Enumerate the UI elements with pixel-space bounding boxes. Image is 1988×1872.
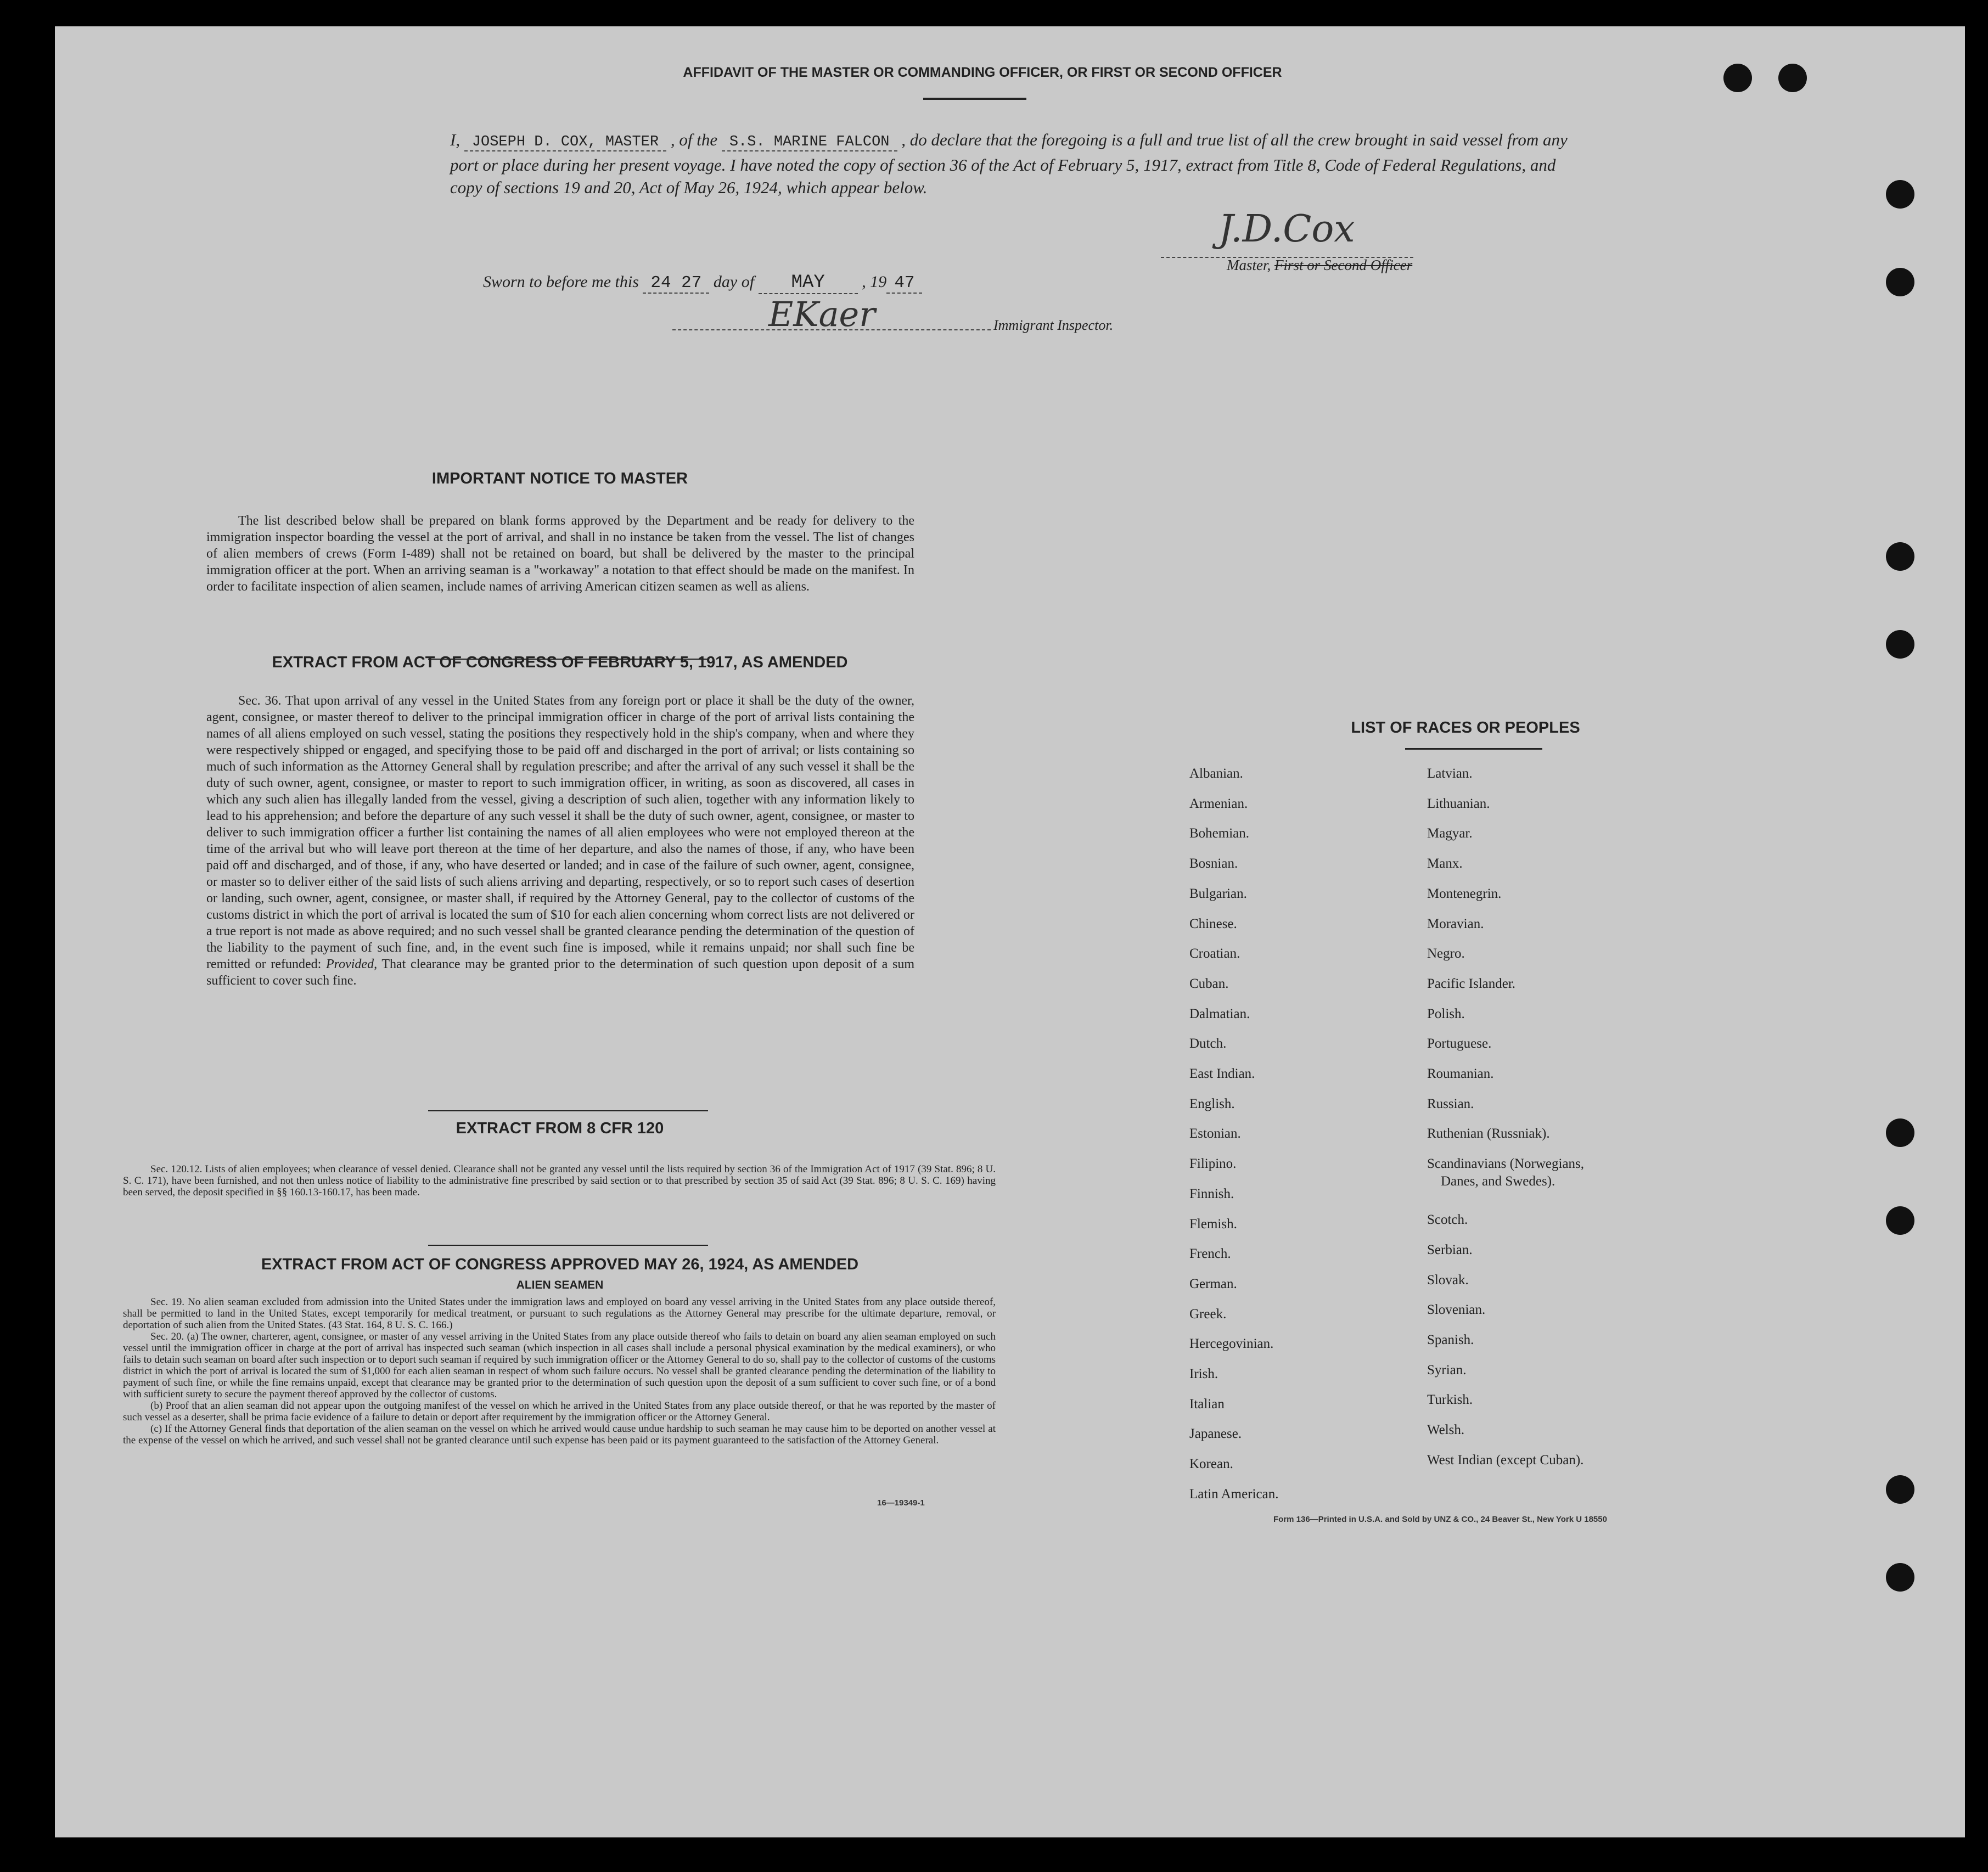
divider (428, 1110, 708, 1111)
race-item: Bulgarian. (1189, 886, 1247, 901)
race-item: Scotch. (1427, 1212, 1468, 1228)
race-item: Cuban. (1189, 976, 1229, 991)
race-item: East Indian. (1189, 1066, 1255, 1081)
inspector-label: Immigrant Inspector. (993, 317, 1114, 333)
punch-hole (1886, 630, 1914, 659)
race-item: Spanish. (1427, 1332, 1474, 1347)
punch-hole (1886, 1206, 1914, 1235)
punch-hole (1886, 542, 1914, 571)
race-item: Chinese. (1189, 916, 1237, 931)
race-item: Russian. (1427, 1096, 1474, 1111)
punch-hole (1886, 1563, 1914, 1592)
affidavit-title: AFFIDAVIT OF THE MASTER OR COMMANDING OFFICER, OR FIRST OR SECOND OFFICER (683, 65, 1282, 80)
race-item: Portuguese. (1427, 1036, 1492, 1052)
notice-title: IMPORTANT NOTICE TO MASTER (431, 470, 688, 487)
race-item: Italian (1189, 1396, 1225, 1412)
inspector-signature: EKaer (768, 294, 875, 334)
extract-cfr-text: Sec. 120.12. Lists of alien employees; when clearance of vessel denied. Clearance shall not be granted any vessel until the lists required by section 36 of the Immigration Act of 1917 (39 Stat. 896; 8 U. S. C. 171), have been furnished, and not then unless notice of liability to the administrative fine prescribed by said section or to that prescribed by section 35 of said Act (39 Stat. 896; 8 U. S. C. 169) having been served, the deposit specified in §§ 160.13-160.17, has been made. (123, 1163, 996, 1198)
race-item: Estonian. (1189, 1126, 1241, 1142)
race-item: Pacific Islander. (1427, 976, 1516, 991)
race-item: Slovak. (1427, 1272, 1469, 1288)
extract-1924-title: EXTRACT FROM ACT OF CONGRESS APPROVED MAY 26, 1924, AS AMENDED (261, 1256, 859, 1273)
punch-hole (1886, 1475, 1914, 1504)
punch-hole (1886, 180, 1914, 209)
race-item: Danes, and Swedes). (1441, 1174, 1555, 1189)
race-item: Moravian. (1427, 916, 1484, 931)
printer-credit: Form 136—Printed in U.S.A. and Sold by UNZ & CO., 24 Beaver St., New York U 18550 (1273, 1515, 1607, 1524)
sec19-paragraph: Sec. 19. No alien seaman excluded from admission into the United States under the immigration laws and employed on board any vessel arriving in the United States from any place outside thereof, shall be permitted to land in the United States, except temporarily for medical treatment, or pursuant to such regulations as the Attorney General may prescribe for the ultimate departure, removal, or deportation of such alien from the United States. (43 Stat. 164, 8 U. S. C. 166.) (123, 1296, 996, 1331)
race-item: Montenegrin. (1427, 886, 1502, 901)
race-item: Syrian. (1427, 1362, 1467, 1378)
race-item: Filipino. (1189, 1156, 1237, 1172)
race-item: Dalmatian. (1189, 1006, 1250, 1021)
race-item: Polish. (1427, 1006, 1465, 1021)
race-item: Lithuanian. (1427, 796, 1490, 811)
inspector-line (672, 329, 991, 330)
extract-cfr-title: EXTRACT FROM 8 CFR 120 (456, 1120, 664, 1137)
race-item: Scandinavians (Norwegians, (1427, 1156, 1585, 1172)
race-item: Flemish. (1189, 1216, 1237, 1232)
sec20b-paragraph: (b) Proof that an alien seaman did not appear upon the outgoing manifest of the vessel on which he arrived in the United States from any place outside thereof, or that he was reported by the master of such vessel as a deserter, shall be prima facie evidence of a failure to detain or deport after requirement by the immigration officer or the Attorney General. (123, 1400, 996, 1423)
race-item: Turkish. (1427, 1392, 1473, 1408)
master-name-field: JOSEPH D. COX, MASTER (464, 134, 666, 151)
race-item: Greek. (1189, 1306, 1227, 1322)
race-item: Dutch. (1189, 1036, 1227, 1052)
race-item: German. (1189, 1276, 1237, 1291)
race-item: Manx. (1427, 856, 1463, 872)
sec20-paragraph: Sec. 20. (a) The owner, charterer, agent, consignee, or master of any vessel arriving in the United States from any place outside thereof who fails to detain on board any alien seaman employed on such vessel until the immigration officer in charge at the port of arrival has inspected such seaman (which inspection in all cases shall include a personal physical examination by the medical examiners), or who fails to detain such seaman on board after such inspection or to deport such seaman if required by such immigration officer or the Attorney General to do so, shall pay to the collector of customs of the customs district in which the port of arrival is located the sum of $1,000 for each alien seaman in respect of whom such failure occurs. No vessel shall be granted clearance pending the determination of the liability to payment of such fine, or while the fine remains unpaid, except that clearance may be granted prior to the determination of such question upon the deposit of a sum sufficient to cover such fine, or of a bond with sufficient surety to secure the payment thereof approved by the collector of customs. (123, 1331, 996, 1400)
sec20c-paragraph: (c) If the Attorney General finds that deportation of the alien seaman on the vessel on which he arrived would cause undue hardship to such seaman he may cause him to be deported on another vessel at the expense of the vessel on which he arrived, and such vessel shall not be granted clearance until such expense has been paid or its payment guaranteed to the satisfaction of the Attorney General. (123, 1423, 996, 1446)
race-item: Magyar. (1427, 826, 1473, 841)
race-item: French. (1189, 1246, 1231, 1262)
race-item: Latvian. (1427, 766, 1473, 781)
master-signature: J.D.Cox (1218, 207, 1355, 251)
race-item: Roumanian. (1427, 1066, 1494, 1081)
races-list-title: LIST OF RACES OR PEOPLES (1351, 719, 1580, 737)
extract-1917-title: EXTRACT FROM ACT OF CONGRESS OF FEBRUARY 5, 1917, AS AMENDED (272, 654, 848, 671)
race-item: Hercegovinian. (1189, 1336, 1274, 1352)
affidavit-text: I, JOSEPH D. COX, MASTER , of the S.S. MARINE FALCON , do declare that the foregoing is a full and true list of all the crew brought in said vessel from any port or place during her present voyage. I have noted the copy of section 36 of the Act of February 5, 1917, extract from Title 8, Code of Federal Regulations, and copy of sections 19 and 20, Act of May 26, 1924, which appear below. (450, 130, 1568, 197)
race-item: Bosnian. (1189, 856, 1238, 872)
race-item: Serbian. (1427, 1242, 1473, 1257)
race-item: Irish. (1189, 1367, 1218, 1381)
punch-hole (1886, 1118, 1914, 1147)
race-item: Croatian. (1189, 946, 1240, 962)
race-item: Bohemian. (1189, 826, 1250, 841)
document-page (55, 26, 1965, 1837)
sworn-line: Sworn to before me this 24 27 day of MAY , 19 47 (483, 272, 922, 293)
sworn-month-field: MAY (759, 272, 858, 294)
race-item: Slovenian. (1427, 1302, 1486, 1318)
race-item: Japanese. (1189, 1426, 1242, 1442)
punch-hole (1886, 268, 1914, 296)
race-item: Armenian. (1189, 796, 1248, 811)
divider (1405, 748, 1542, 750)
notice-text: The list described below shall be prepared on blank forms approved by the Department and be ready for delivery to the immigration inspector boarding the vessel at the port of arrival, and shall in no instance be taken from the vessel. The list of changes of alien members of crews (Form I-489) shall not be retained on board, but shall be delivered by the master to the principal immigration officer at the port. When an arriving seaman is a "workaway" a notation to that effect should be made on the manifest. In order to facilitate inspection of alien seamen, include names of arriving American citizen seamen as well as aliens. (206, 514, 914, 594)
race-item: English. (1189, 1096, 1235, 1111)
race-item: Korean. (1189, 1457, 1233, 1472)
race-item: Albanian. (1189, 766, 1243, 781)
race-item: West Indian (except Cuban). (1427, 1452, 1584, 1468)
master-title-label: Master, First or Second Officer (1227, 257, 1413, 273)
sworn-day-field: 24 27 (643, 273, 709, 294)
form-number: 16—19349-1 (877, 1498, 925, 1508)
extract-1917-text: Sec. 36. That upon arrival of any vessel in the United States from any foreign port or place it shall be the duty of the owner, agent, consignee, or master thereof to deliver to the principal immigration officer in charge of the port of arrival lists containing the names of all aliens employed on such vessel, stating the positions they respectively hold in the ship's company, when and where they were respectively shipped or engaged, and specifying those to be paid off and discharged in the port of arrival; or lists containing so much of such information as the Attorney General shall by regulation prescribe; and after the arrival of any such vessel it shall be the duty of such owner, agent, consignee, or master to report to such immigration officer, in writing, as soon as discovered, all cases in which any such alien has illegally landed from the vessel, giving a description of such alien, together with any information likely to lead to his apprehension; and before the departure of any such vessel it shall be the duty of such owner, agent, consignee, or master to deliver to such immigration officer a further list containing the names of all alien employees who were not employed thereon at the time of the arrival but who will leave port thereon at the time of her departure, and also the names of those, if any, who have been paid off and discharged, and of those, if any, who have deserted or landed; and in case of the failure of such owner, agent, consignee, or master so to deliver either of the said lists of such aliens arriving and departing, respectively, or so to report such cases of desertion or landing, such owner, agent, consignee, or master shall, if required by the Attorney General, pay to the collector of customs of the customs district in which the port of arrival is located the sum of $10 for each alien concerning whom correct lists are not delivered or a true report is not made as above required; and no such vessel shall be granted clearance pending the determination of the question of the liability to the payment of such fine, and, in the event such fine is imposed, while it remains unpaid; nor shall such fine be remitted or refunded: Provided, That clearance may be granted prior to the determination of such question upon deposit of a sum sufficient to cover such fine. (206, 694, 915, 988)
extract-1924-text (123, 1296, 996, 1446)
sworn-year-field: 47 (886, 273, 922, 294)
race-item: Latin American. (1189, 1486, 1279, 1502)
race-item: Welsh. (1427, 1423, 1465, 1437)
race-item: Negro. (1427, 946, 1465, 962)
race-item: Ruthenian (Russniak). (1427, 1126, 1550, 1142)
race-item: Finnish. (1189, 1186, 1234, 1201)
divider (428, 1245, 708, 1246)
divider (923, 98, 1026, 100)
vessel-name-field: S.S. MARINE FALCON (722, 134, 897, 151)
extract-1924-subtitle: ALIEN SEAMEN (516, 1279, 604, 1291)
